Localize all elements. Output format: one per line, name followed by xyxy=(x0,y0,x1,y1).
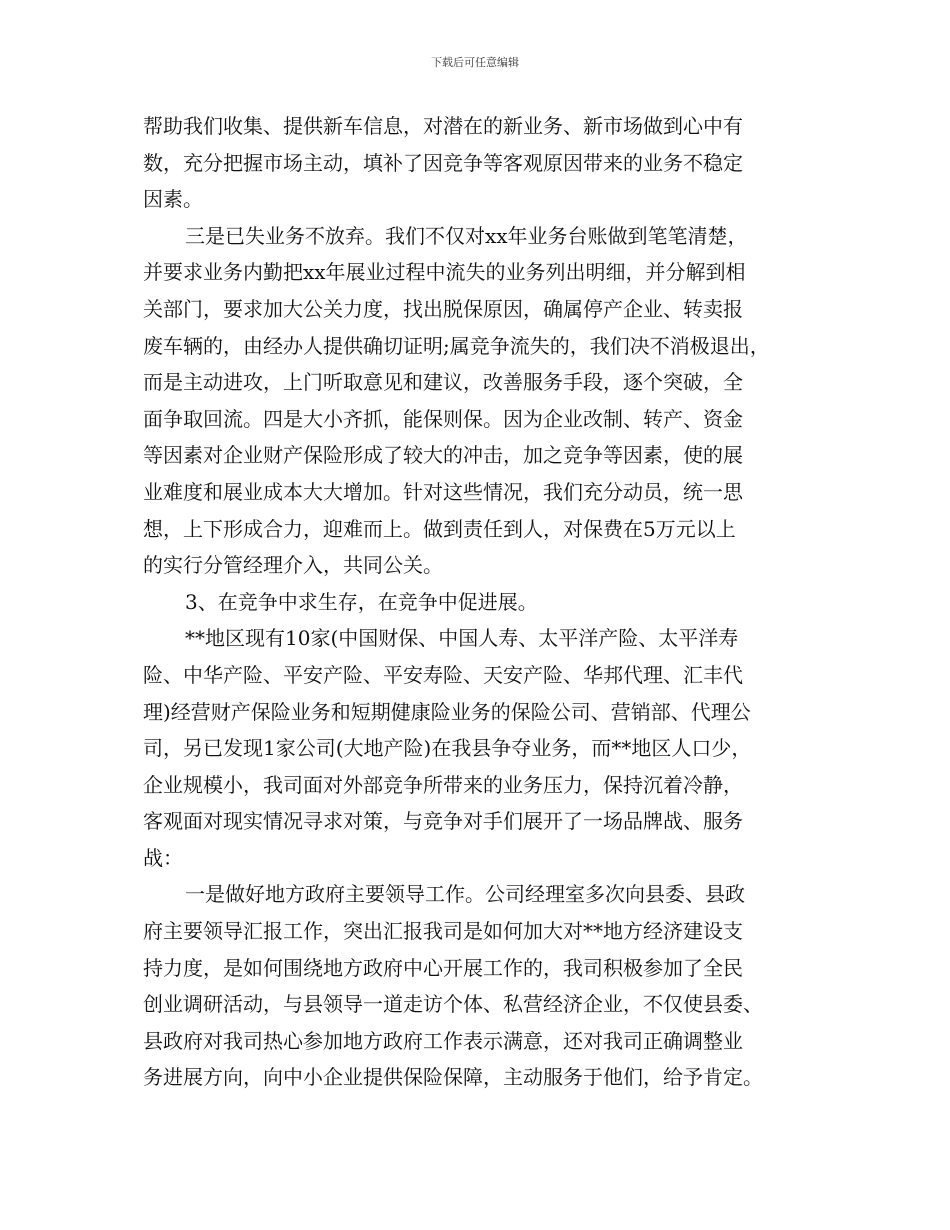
text-line: 险、中华产险、平安产险、平安寿险、天安产险、华邦代理、汇丰代 xyxy=(143,662,743,687)
page-header: 下载后可任意编辑 xyxy=(431,56,519,69)
text-line: 数，充分把握市场主动，填补了因竞争等客观原因带来的业务不稳定 xyxy=(143,150,743,175)
text-line: 战： xyxy=(143,845,183,870)
text-line: 帮助我们收集、提供新车信息，对潜在的新业务、新市场做到心中有 xyxy=(143,114,743,138)
text-line: **地区现有10家(中国财保、中国人寿、太平洋产险、太平洋寿 xyxy=(185,626,739,651)
document-body xyxy=(143,108,815,1096)
text-line: 理)经营财产保险业务和短期健康险业务的保险公司、营销部、代理公 xyxy=(143,699,751,724)
text-line: 面争取回流。四是大小齐抓，能保则保。因为企业改制、转产、资金 xyxy=(143,406,743,431)
text-line: 业难度和展业成本大大增加。针对这些情况，我们充分动员，统一思 xyxy=(143,479,743,504)
text-line: 企业规模小，我司面对外部竞争所带来的业务压力，保持沉着冷静， xyxy=(143,772,743,797)
text-line: 等因素对企业财产保险形成了较大的冲击，加之竞争等因素，使的展 xyxy=(143,443,743,468)
text-line: 创业调研活动，与县领导一道走访个体、私营经济企业，不仅使县委、 xyxy=(143,992,763,1017)
text-line: 3、在竞争中求生存，在竞争中促进展。 xyxy=(185,589,538,614)
text-line: 废车辆的，由经办人提供确切证明;属竞争流失的，我们决不消极退出， xyxy=(143,333,770,358)
text-line: 关部门，要求加大公关力度，找出脱保原因，确属停产企业、转卖报 xyxy=(143,296,743,321)
text-line: 三是已失业务不放弃。我们不仅对xx年业务台账做到笔笔清楚， xyxy=(185,223,748,248)
text-line: 想，上下形成合力，迎难而上。做到责任到人，对保费在5万元以上 xyxy=(143,516,736,541)
text-line: 府主要领导汇报工作，突出汇报我司是如何加大对**地方经济建设支 xyxy=(143,919,743,944)
text-line: 一是做好地方政府主要领导工作。公司经理室多次向县委、县政 xyxy=(185,882,745,907)
text-line: 司，另已发现1家公司(大地产险)在我县争夺业务，而**地区人口少， xyxy=(143,736,752,761)
text-line: 持力度，是如何围绕地方政府中心开展工作的，我司积极参加了全民 xyxy=(143,955,743,980)
text-line: 县政府对我司热心参加地方政府工作表示满意，还对我司正确调整业 xyxy=(143,1028,743,1053)
text-line: 而是主动进攻，上门听取意见和建议，改善服务手段，逐个突破，全 xyxy=(143,370,743,395)
text-line: 客观面对现实情况寻求对策，与竞争对手们展开了一场品牌战、服务 xyxy=(143,809,743,834)
text-line: 务进展方向，向中小企业提供保险保障，主动服务于他们，给予肯定。 xyxy=(143,1065,763,1090)
text-line: 因素。 xyxy=(143,187,203,212)
text-line: 并要求业务内勤把xx年展业过程中流失的业务列出明细，并分解到相 xyxy=(143,260,746,285)
text-line: 的实行分管经理介入，共同公关。 xyxy=(143,553,443,578)
